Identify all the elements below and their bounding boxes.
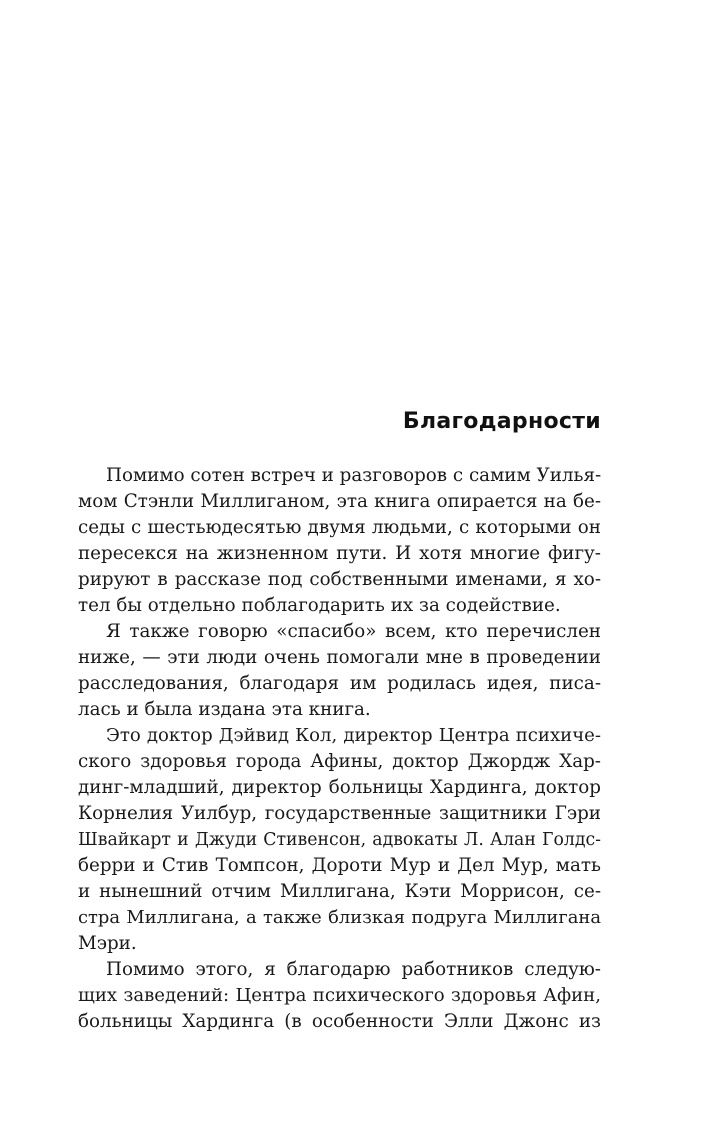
text-line: берри и Стив Томпсон, Дороти Мур и Дел Мур, мать (78, 855, 601, 876)
text-line: стра Миллигана, а также близкая подруга Миллигана (78, 907, 601, 928)
text-line: щих заведений: Центра психического здоровья Афин, (78, 985, 601, 1006)
text-line: Помимо сотен встреч и разговоров с самим Уилья- (106, 465, 601, 486)
text-line: Швайкарт и Джуди Стивенсон, адвокаты Л. Алан Голдс- (78, 830, 601, 850)
text-line: больницы Хардинга (в особенности Элли Джонс из (78, 1011, 601, 1032)
book-page (78, 0, 601, 1122)
text-line: Корнелия Уилбур, государственные защитники Гэри (78, 803, 601, 824)
text-line: расследования, благодаря им родилась идея, писа- (78, 673, 601, 694)
text-line: рируют в рассказе под собственными именами, я хо- (78, 569, 601, 590)
text-line: мом Стэнли Миллиганом, эта книга опирается на бе- (78, 491, 601, 512)
text-line: Помимо этого, я благодарю работников следую- (106, 959, 601, 980)
text-line: Мэри. (78, 933, 137, 954)
text-line: динг-младший, директор больницы Хардинга, доктор (78, 777, 601, 798)
section-heading: Благодарности (402, 409, 601, 434)
text-line: пересекся на жизненном пути. И хотя многие фигу- (78, 543, 601, 564)
text-line: Я также говорю «спасибо» всем, кто перечислен (106, 621, 601, 642)
text-line: и нынешний отчим Миллигана, Кэти Моррисон, се- (78, 881, 601, 902)
text-line: седы с шестьюдесятью двумя людьми, с которыми он (78, 517, 601, 538)
text-line: лась и была издана эта книга. (78, 699, 371, 720)
text-line: ниже, — эти люди очень помогали мне в проведении (78, 647, 601, 668)
text-line: ского здоровья города Афины, доктор Джордж Хар- (78, 751, 601, 772)
text-line: тел бы отдельно поблагодарить их за содействие. (78, 595, 561, 616)
text-line: Это доктор Дэйвид Кол, директор Центра психиче- (106, 725, 601, 746)
